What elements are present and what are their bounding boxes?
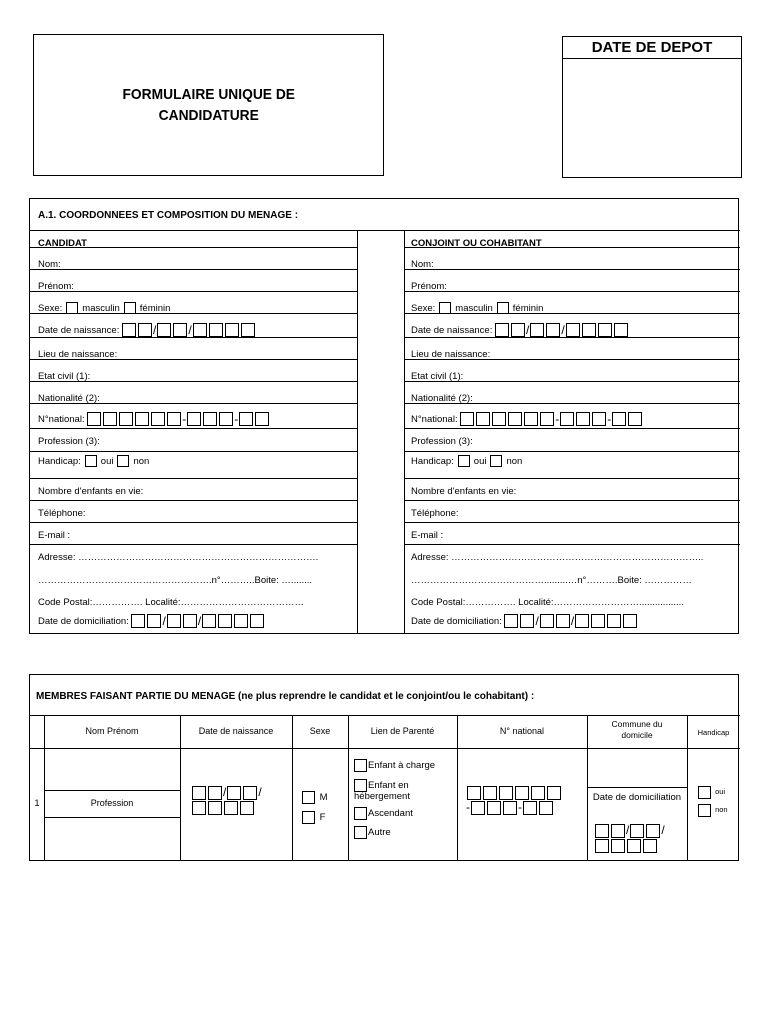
lien-option: Enfant à charge — [368, 760, 436, 772]
conjoint-date-naissance-row: Date de naissance: / / — [411, 319, 630, 341]
nn-box[interactable] — [531, 786, 545, 800]
year-box[interactable] — [627, 839, 641, 853]
month-box[interactable] — [157, 323, 171, 337]
date-depot-label: DATE DE DEPOT — [563, 37, 741, 59]
handicap-oui-checkbox[interactable] — [458, 455, 470, 467]
member-name-field[interactable] — [44, 755, 180, 785]
date-depot-box — [562, 36, 742, 178]
nn-box[interactable] — [239, 412, 253, 426]
day-box[interactable] — [192, 786, 206, 800]
nn-box[interactable] — [460, 412, 474, 426]
numero-national-label: N°national: — [38, 413, 85, 425]
non-label: non — [133, 455, 150, 467]
member-date-naissance: / / — [192, 785, 263, 815]
nn-box[interactable] — [524, 412, 538, 426]
year-box[interactable] — [225, 323, 239, 337]
handicap-oui-label: oui — [715, 787, 726, 796]
handicap-oui-checkbox[interactable] — [698, 786, 711, 799]
candidat-enfants-field[interactable]: Nombre d'enfants en vie: — [38, 485, 144, 497]
section-membres-menage — [29, 674, 739, 861]
day-box[interactable] — [595, 824, 609, 838]
section-a1-title: A.1. COORDONNEES ET COMPOSITION DU MENAGE : — [38, 210, 299, 221]
form-title-box — [33, 34, 384, 176]
candidat-handicap-row — [38, 452, 149, 470]
candidat-prenom-field[interactable]: Prénom: — [38, 280, 74, 292]
nn-box[interactable] — [539, 801, 553, 815]
oui-label: oui — [473, 455, 487, 467]
candidat-numero-national-row: N°national: - - — [38, 408, 271, 430]
candidat-date-domiciliation-row: Date de domiciliation: / / — [38, 611, 266, 631]
nn-box[interactable] — [87, 412, 101, 426]
conjoint-prenom-field[interactable]: Prénom: — [411, 280, 447, 292]
month-box[interactable] — [227, 786, 241, 800]
day-box[interactable] — [122, 323, 136, 337]
year-box[interactable] — [595, 839, 609, 853]
year-box[interactable] — [193, 323, 207, 337]
conjoint-enfants-field[interactable]: Nombre d'enfants en vie: — [411, 485, 517, 497]
nn-box[interactable] — [467, 786, 481, 800]
col-lien-parente: Lien de Parenté — [370, 726, 435, 736]
handicap-label: Handicap: — [38, 455, 81, 467]
day-box[interactable] — [208, 786, 222, 800]
row-number: 1 — [34, 798, 40, 808]
day-box[interactable] — [520, 614, 534, 628]
sexe-m-checkbox[interactable] — [302, 791, 315, 804]
date-domiciliation-label: Date de domiciliation: — [38, 615, 129, 627]
handicap-label: Handicap: — [411, 455, 454, 467]
feminin-checkbox[interactable] — [124, 302, 136, 314]
conjoint-handicap-row — [411, 452, 522, 470]
nn-box[interactable] — [628, 412, 642, 426]
day-box[interactable] — [131, 614, 145, 628]
year-box[interactable] — [234, 614, 248, 628]
day-box[interactable] — [138, 323, 152, 337]
autre-checkbox[interactable] — [354, 826, 367, 839]
candidat-sexe-row — [38, 297, 170, 319]
month-box[interactable] — [183, 614, 197, 628]
nn-box[interactable] — [255, 412, 269, 426]
date-naissance-label: Date de naissance: — [38, 324, 120, 336]
nn-box[interactable] — [508, 412, 522, 426]
date-domiciliation-label: Date de domiciliation — [592, 792, 682, 803]
sexe-m-label: M — [319, 792, 328, 803]
handicap-oui-checkbox[interactable] — [85, 455, 97, 467]
conjoint-etat-civil-field[interactable]: Etat civil (1): — [411, 370, 464, 382]
year-box[interactable] — [208, 801, 222, 815]
month-box[interactable] — [173, 323, 187, 337]
col-nom-prenom: Nom Prénom — [85, 726, 139, 736]
col-commune: Commune du domicile — [611, 719, 663, 740]
year-box[interactable] — [241, 323, 255, 337]
candidat-telephone-field[interactable]: Téléphone: — [38, 507, 86, 519]
nn-box[interactable] — [547, 786, 561, 800]
conjoint-telephone-field[interactable]: Téléphone: — [411, 507, 459, 519]
nn-box[interactable] — [540, 412, 554, 426]
nn-box[interactable] — [476, 412, 490, 426]
nn-box[interactable] — [503, 801, 517, 815]
year-box[interactable] — [607, 614, 621, 628]
month-box[interactable] — [546, 323, 560, 337]
year-box[interactable] — [202, 614, 216, 628]
form-title: FORMULAIRE UNIQUE DE CANDIDATURE — [122, 86, 295, 124]
conjoint-numero-national-row: N°national: - - — [411, 408, 644, 430]
member-date-domiciliation: / / — [595, 823, 666, 853]
nn-box[interactable] — [560, 412, 574, 426]
nn-box[interactable] — [203, 412, 217, 426]
lien-option: Enfant en hébergement — [354, 780, 410, 802]
conjoint-lieu-naissance-field[interactable]: Lieu de naissance: — [411, 348, 491, 360]
candidat-nationalite-field[interactable]: Nationalité (2): — [38, 392, 100, 404]
nn-box[interactable] — [576, 412, 590, 426]
masculin-label: masculin — [455, 302, 493, 314]
ascendant-checkbox[interactable] — [354, 807, 367, 820]
nn-box[interactable] — [135, 412, 149, 426]
month-box[interactable] — [540, 614, 554, 628]
profession-label: Profession — [90, 798, 134, 808]
non-label: non — [506, 455, 523, 467]
year-box[interactable] — [611, 839, 625, 853]
feminin-checkbox[interactable] — [497, 302, 509, 314]
sexe-label: Sexe: — [38, 302, 63, 314]
year-box[interactable] — [250, 614, 264, 628]
year-box[interactable] — [598, 323, 612, 337]
handicap-non-checkbox[interactable] — [490, 455, 502, 467]
month-box[interactable] — [243, 786, 257, 800]
handicap-non-label: non — [715, 805, 728, 814]
candidat-etat-civil-field[interactable]: Etat civil (1): — [38, 370, 91, 382]
candidat-nom-field[interactable]: Nom: — [38, 258, 61, 270]
nn-box[interactable] — [151, 412, 165, 426]
feminin-label: féminin — [512, 302, 544, 314]
candidat-adresse-line2[interactable]: ……………………………………………….n°………..Boite: …........ — [38, 574, 313, 586]
nn-box[interactable] — [523, 801, 537, 815]
lien-option: Autre — [368, 827, 391, 839]
year-box[interactable] — [224, 801, 238, 815]
sexe-f-checkbox[interactable] — [302, 811, 315, 824]
conjoint-email-field[interactable]: E-mail : — [411, 529, 444, 541]
nn-box[interactable] — [103, 412, 117, 426]
day-box[interactable] — [611, 824, 625, 838]
conjoint-nationalite-field[interactable]: Nationalité (2): — [411, 392, 473, 404]
conjoint-sexe-row — [411, 297, 543, 319]
candidat-header: CANDIDAT — [38, 237, 87, 249]
nn-box[interactable] — [499, 786, 513, 800]
nn-box[interactable] — [492, 412, 506, 426]
year-box[interactable] — [240, 801, 254, 815]
month-box[interactable] — [167, 614, 181, 628]
nn-box[interactable] — [219, 412, 233, 426]
numero-national-label: N°national: — [411, 413, 458, 425]
conjoint-nom-field[interactable]: Nom: — [411, 258, 434, 270]
candidat-date-naissance-row: Date de naissance: / / — [38, 319, 257, 341]
candidat-lieu-naissance-field[interactable]: Lieu de naissance: — [38, 348, 118, 360]
day-box[interactable] — [495, 323, 509, 337]
member-handicap — [698, 783, 728, 819]
nn-box[interactable] — [612, 412, 626, 426]
handicap-non-checkbox[interactable] — [117, 455, 129, 467]
candidat-email-field[interactable]: E-mail : — [38, 529, 71, 541]
year-box[interactable] — [643, 839, 657, 853]
handicap-non-checkbox[interactable] — [698, 804, 711, 817]
year-box[interactable] — [614, 323, 628, 337]
member-numero-national: - - — [467, 785, 563, 815]
enfant-charge-checkbox[interactable] — [354, 759, 367, 772]
nn-box[interactable] — [487, 801, 501, 815]
candidat-profession-field[interactable]: Profession (3): — [38, 435, 100, 447]
year-box[interactable] — [591, 614, 605, 628]
year-box[interactable] — [218, 614, 232, 628]
nn-box[interactable] — [483, 786, 497, 800]
year-box[interactable] — [192, 801, 206, 815]
year-box[interactable] — [209, 323, 223, 337]
section-membres-title: MEMBRES FAISANT PARTIE DU MENAGE (ne plus reprendre le candidat et le conjoint/ou le cohabitant) : — [36, 691, 535, 702]
year-box[interactable] — [582, 323, 596, 337]
date-naissance-label: Date de naissance: — [411, 324, 493, 336]
masculin-checkbox[interactable] — [439, 302, 451, 314]
month-box[interactable] — [630, 824, 644, 838]
conjoint-header: CONJOINT OU COHABITANT — [411, 237, 542, 249]
nn-box[interactable] — [167, 412, 181, 426]
member-sexe — [302, 788, 328, 828]
nn-box[interactable] — [119, 412, 133, 426]
month-box[interactable] — [556, 614, 570, 628]
date-domiciliation-label: Date de domiciliation: — [411, 615, 502, 627]
masculin-checkbox[interactable] — [66, 302, 78, 314]
section-coordonnees — [29, 198, 739, 634]
year-box[interactable] — [566, 323, 580, 337]
year-box[interactable] — [623, 614, 637, 628]
month-box[interactable] — [530, 323, 544, 337]
year-box[interactable] — [575, 614, 589, 628]
day-box[interactable] — [147, 614, 161, 628]
member-lien-parente — [354, 759, 457, 839]
nn-box[interactable] — [187, 412, 201, 426]
conjoint-date-domiciliation-row: Date de domiciliation: / / — [411, 611, 639, 631]
col-handicap: Handicap — [697, 728, 730, 737]
col-date-naissance: Date de naissance — [198, 726, 274, 736]
sexe-f-label: F — [319, 812, 326, 823]
masculin-label: masculin — [82, 302, 120, 314]
conjoint-code-postal-field[interactable]: Code Postal:……………. Localité:………………………................. — [411, 596, 684, 608]
nn-box[interactable] — [592, 412, 606, 426]
month-box[interactable] — [646, 824, 660, 838]
oui-label: oui — [100, 455, 114, 467]
conjoint-adresse-line2[interactable]: …………………………………….........…n°……….Boite: …………… — [411, 574, 692, 586]
day-box[interactable] — [504, 614, 518, 628]
nn-box[interactable] — [515, 786, 529, 800]
feminin-label: féminin — [139, 302, 171, 314]
conjoint-profession-field[interactable]: Profession (3): — [411, 435, 473, 447]
nn-box[interactable] — [471, 801, 485, 815]
conjoint-adresse-field[interactable]: Adresse: …………………………………………………………………….. — [411, 551, 704, 563]
lien-option: Ascendant — [368, 808, 413, 820]
col-sexe: Sexe — [309, 726, 331, 736]
candidat-code-postal-field[interactable]: Code Postal:……………. Localité:………………………………… — [38, 596, 305, 608]
col-numero-national: N° national — [499, 726, 545, 736]
sexe-label: Sexe: — [411, 302, 436, 314]
candidat-adresse-field[interactable]: Adresse: …………………………………………………………………. — [38, 551, 319, 563]
day-box[interactable] — [511, 323, 525, 337]
